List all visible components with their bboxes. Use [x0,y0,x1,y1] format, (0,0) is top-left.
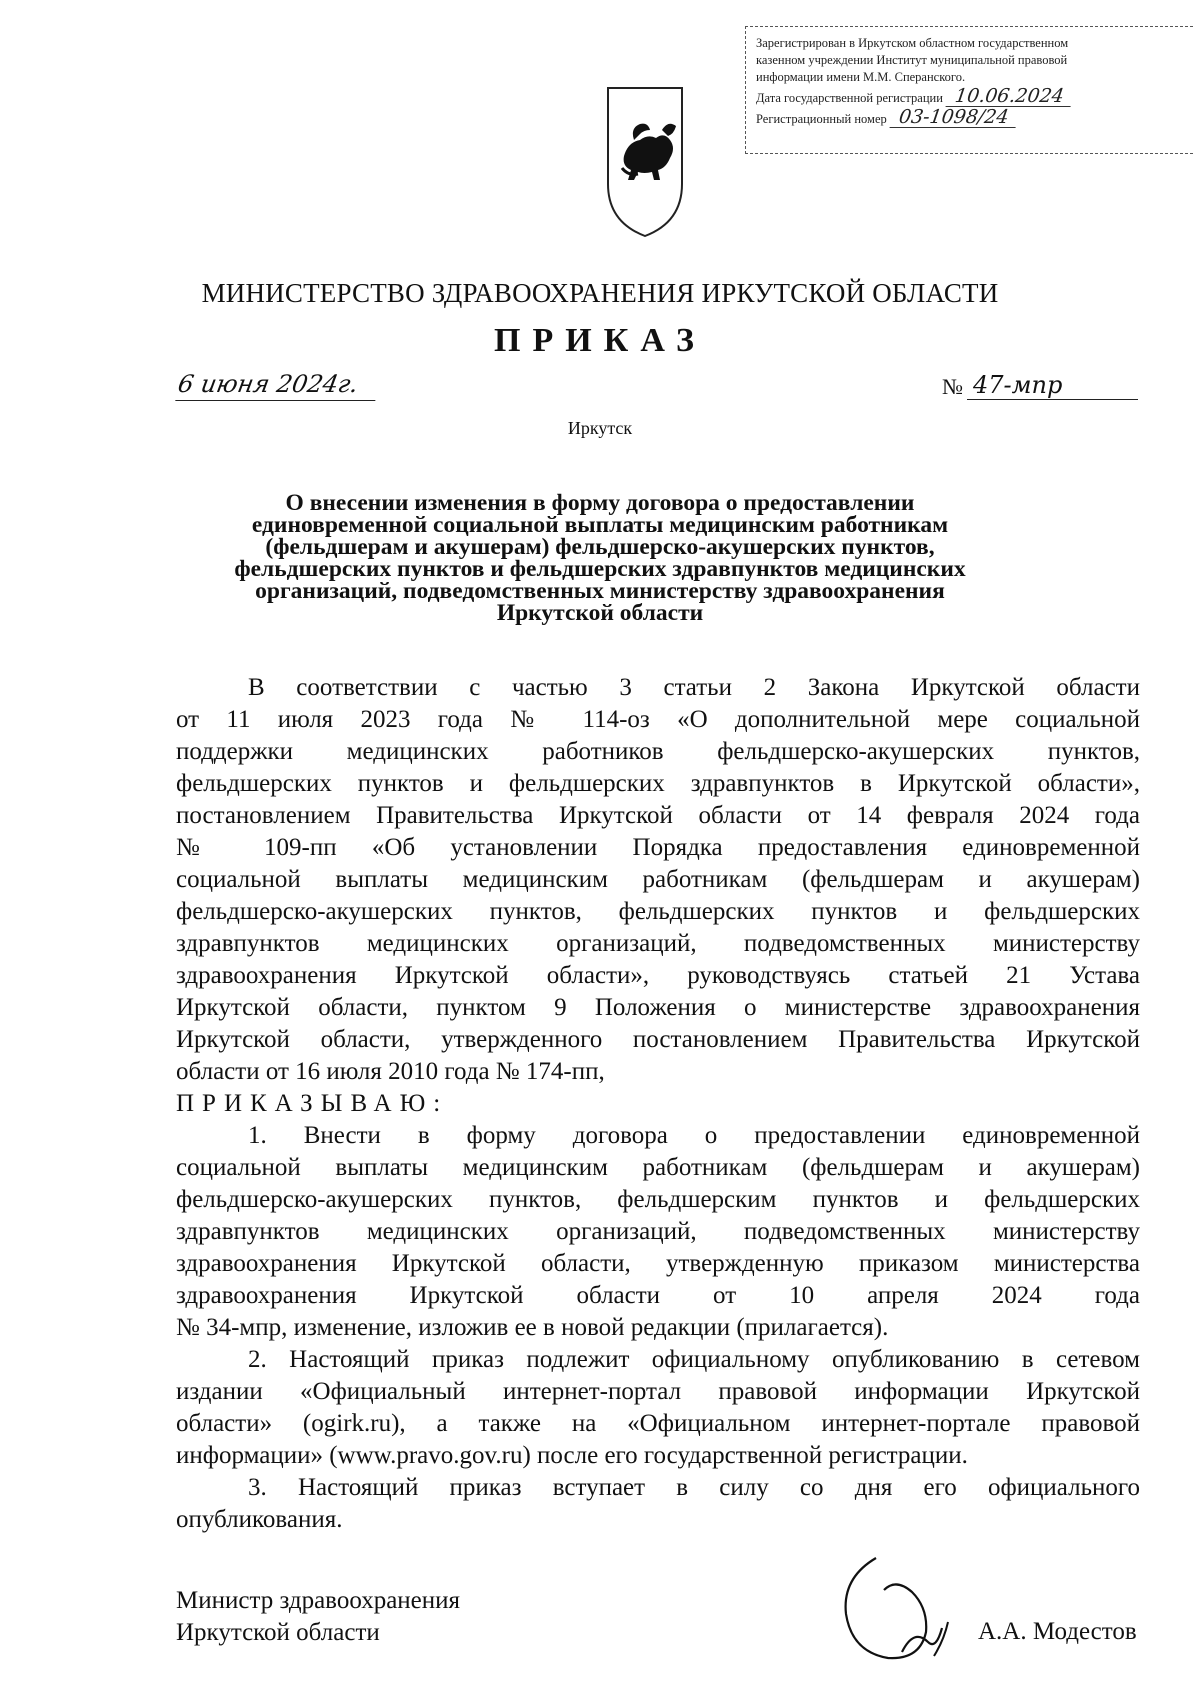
stamp-line: информации имени М.М. Сперанского. [756,70,966,84]
subject-line: (фельдшерам и акушерам) фельдшерско-акушерских пунктов, [265,534,935,560]
body-line: постановлением Правительства Иркутской области от 14 февраля 2024 года [176,802,1140,829]
preamble-paragraph [176,672,1140,1088]
body-line: фельдшерско-акушерских пунктов, фельдшерским пунктов и фельдшерских [176,1186,1140,1213]
body-line: здравоохранения Иркутской области», руководствуясь статьей 21 Устава [176,962,1140,989]
body-line: 1. Внести в форму договора о предоставлении единовременной [248,1122,1140,1149]
stamp-number-label: Регистрационный номер [756,112,887,126]
body-line: области от 16 июля 2010 года № 174-пп, [176,1058,605,1085]
position-line: Министр здравоохранения [176,1587,461,1614]
body-line: фельдшерских пунктов и фельдшерских здравпунктов в Иркутской области», [176,770,1140,797]
body-line: социальной выплаты медицинским работникам (фельдшерам и акушерам) [176,1154,1140,1181]
body-line: 2. Настоящий приказ подлежит официальному опубликованию в сетевом [248,1346,1140,1373]
body-line: от 11 июля 2023 года № 114-оз «О дополнительной мере социальной [176,706,1140,733]
body-line: информации» (www.pravo.gov.ru) после его государственной регистрации. [176,1442,968,1469]
body-line: социальной выплаты медицинским работникам (фельдшерам и акушерам) [176,866,1140,893]
stamp-date-label: Дата государственной регистрации [756,91,943,105]
subject-line: фельдшерских пунктов и фельдшерских здравпунктов медицинских [234,556,966,582]
order-subject [200,492,1000,624]
subject-line: Иркутской области [496,600,704,626]
body-line: здравпунктов медицинских организаций, подведомственных министерству [176,1218,1140,1245]
order-body [176,672,1140,1536]
body-line: Иркутской области, утвержденного постановлением Правительства Иркутской [176,1026,1140,1053]
body-line: В соответствии с частью 3 статьи 2 Закона Иркутской области [248,674,1140,701]
body-line: фельдшерско-акушерских пунктов, фельдшерских пунктов и фельдшерских [176,898,1140,925]
position-line: Иркутской области [176,1619,380,1646]
body-line: здравпунктов медицинских организаций, подведомственных министерству [176,930,1140,957]
order-item-1 [176,1120,1140,1344]
body-line: области» (ogirk.ru), а также на «Официальном интернет-портале правовой [176,1410,1140,1437]
body-line: здравоохранения Иркутской области, утвержденную приказом министерства [176,1250,1140,1277]
ministry-name: МИНИСТЕРСТВО ЗДРАВООХРАНЕНИЯ ИРКУТСКОЙ ОБЛАСТИ [201,278,999,308]
subject-line: единовременной социальной выплаты медицинским работникам [251,512,949,538]
body-line: поддержки медицинских работников фельдшерско-акушерских пунктов, [176,738,1140,765]
prikazyvayu-heading: ПРИКАЗЫВАЮ: [176,1090,449,1117]
order-item-2 [176,1344,1140,1472]
body-line: № 109-пп «Об установлении Порядка предоставления единовременной [176,834,1140,861]
order-item-3 [176,1472,1140,1536]
order-title: ПРИКАЗ [494,322,706,359]
body-line: Иркутской области, пунктом 9 Положения о министерстве здравоохранения [176,994,1140,1021]
body-line: № 34-мпр, изменение, изложив ее в новой редакции (прилагается). [176,1314,889,1341]
subject-line: организаций, подведомственных министерству здравоохранения [255,578,945,604]
signatory-position [176,1585,460,1649]
stamp-date-value: 10.06.2024 [945,86,1073,107]
order-date: 6 июня 2024г. [175,370,380,401]
stamp-number-value: 03-1098/24 [889,107,1017,128]
order-number [942,370,1138,400]
number-value: 47-мпр [967,371,1138,400]
irkutsk-coat-of-arms-icon [604,84,686,240]
stamp-line: Зарегистрирован в Иркутском областном государственном [756,36,1069,50]
city: Иркутск [567,418,633,438]
stamp-date-row [756,86,1187,107]
number-prefix: № [942,374,963,399]
body-line: опубликования. [176,1506,343,1533]
registration-stamp [745,26,1193,154]
body-line: 3. Настоящий приказ вступает в силу со дня его официального [248,1474,1140,1501]
signatory-name: А.А. Модестов [978,1618,1137,1645]
subject-line: О внесении изменения в форму договора о предоставлении [285,490,915,516]
stamp-line: казенном учреждении Институт муниципальной правовой [756,53,1068,67]
body-line: здравоохранения Иркутской области от 10 апреля 2024 года [176,1282,1140,1309]
handwritten-signature-icon [836,1548,956,1666]
body-line: издании «Официальный интернет-портал правовой информации Иркутской [176,1378,1140,1405]
stamp-number-row [756,107,1187,128]
